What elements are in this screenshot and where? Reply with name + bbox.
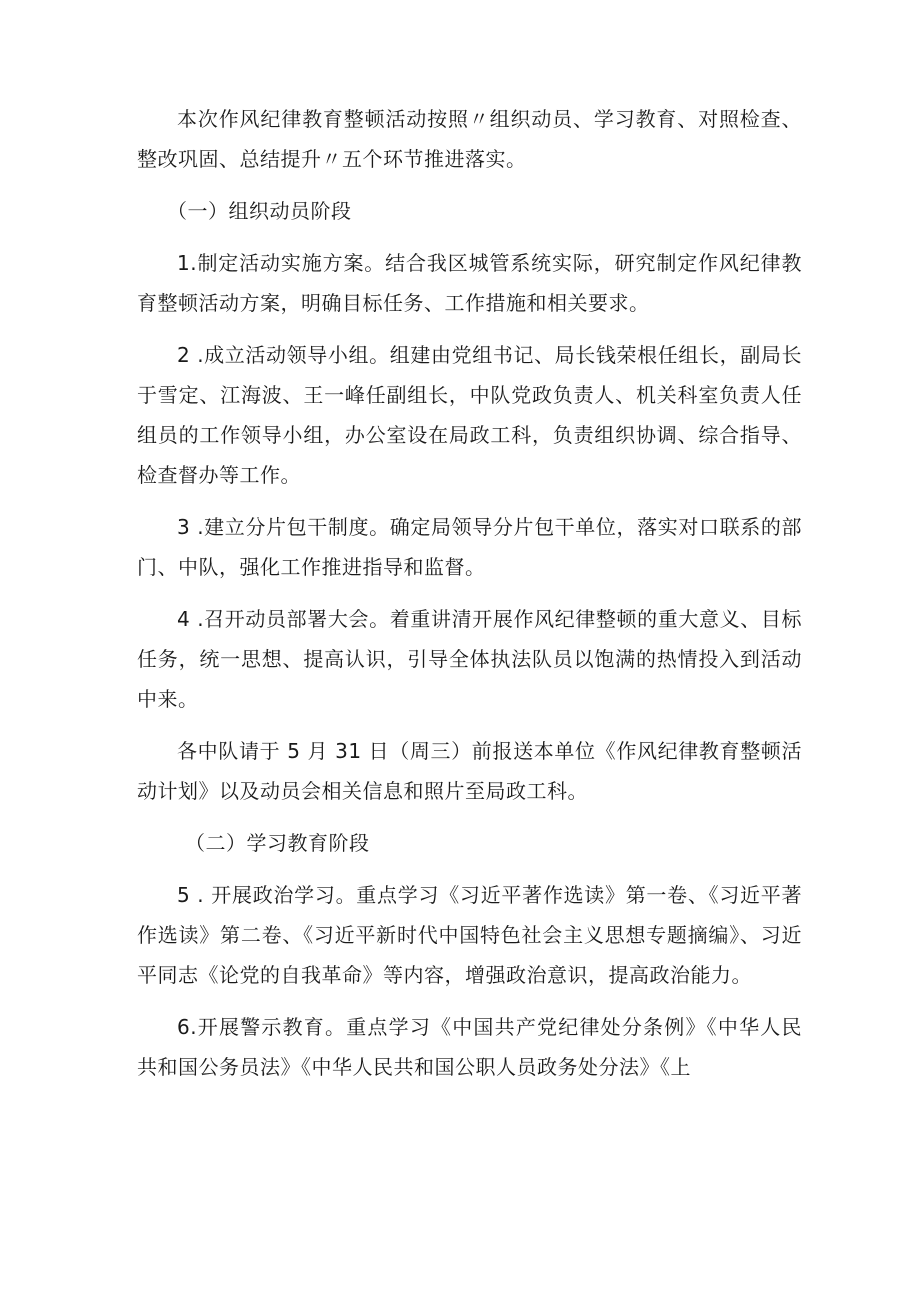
paragraph-item-3: 3 .建立分片包干制度。确定局领导分片包干单位，落实对口联系的部门、中队，强化工作推进指导和监督。 xyxy=(137,515,802,579)
paragraph-item-6: 6.开展警示教育。重点学习《中国共产党纪律处分条例》《中华人民共和国公务员法》《中华人民共和国公职人员政务处分法》《上 xyxy=(137,1015,802,1079)
paragraph-item-4: 4 .召开动员部署大会。着重讲清开展作风纪律整顿的重大意义、目标任务，统一思想、提高认识，引导全体执法队员以饱满的热情投入到活动中来。 xyxy=(137,607,802,711)
intro-paragraph: 本次作风纪律教育整顿活动按照〃组织动员、学习教育、对照检查、整改巩固、总结提升〃五个环节推进落实。 xyxy=(137,107,802,171)
section-heading-study: （二）学习教育阶段 xyxy=(185,831,370,855)
document-body xyxy=(137,99,802,1099)
paragraph-item-1: 1.制定活动实施方案。结合我区城管系统实际，研究制定作风纪律教育整顿活动方案，明确目标任务、工作措施和相关要求。 xyxy=(137,251,802,315)
paragraph-item-5: 5 . 开展政治学习。重点学习《习近平著作选读》第一卷、《习近平著作选读》第二卷、《习近平新时代中国特色社会主义思想专题摘编》、习近平同志《论党的自我革命》等内容，增强政治意识，提高政治能力。 xyxy=(137,883,802,987)
section-heading-mobilization: （一）组织动员阶段 xyxy=(167,199,352,223)
paragraph-item-2: 2 .成立活动领导小组。组建由党组书记、局长钱荣根任组长，副局长于雪定、江海波、王一峰任副组长，中队党政负责人、机关科室负责人任组员的工作领导小组，办公室设在局政工科，负责组织协调、综合指导、检查督办等工作。 xyxy=(137,343,802,487)
paragraph-deadline-notice: 各中队请于 5 月 31 日（周三）前报送本单位《作风纪律教育整顿活动计划》以及动员会相关信息和照片至局政工科。 xyxy=(137,739,802,803)
